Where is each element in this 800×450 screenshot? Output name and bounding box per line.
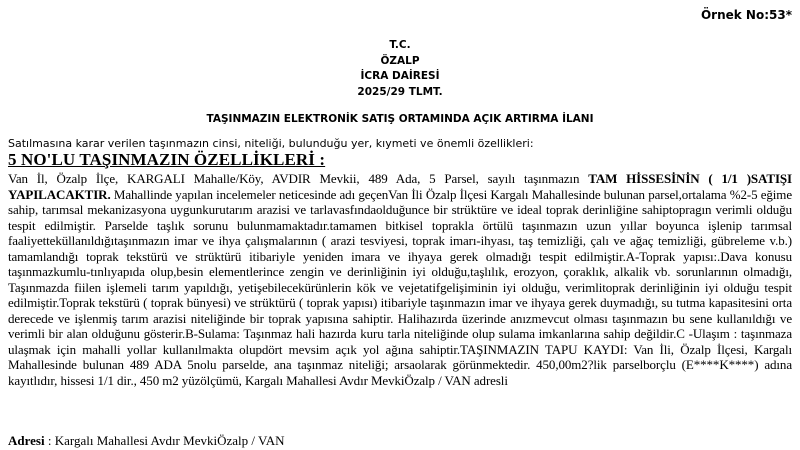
address-label: Adresi	[8, 433, 45, 448]
address-separator: :	[44, 433, 55, 448]
header-district: ÖZALP	[380, 54, 420, 67]
header-office: İCRA DAİRESİ	[360, 70, 440, 82]
address-line	[8, 433, 285, 449]
header-country: T.C.	[389, 39, 411, 51]
document-title: TAŞINMAZIN ELEKTRONİK SATIŞ ORTAMINDA AÇIK ARTIRMA İLANI	[206, 113, 594, 125]
intro-text: Satılmasına karar verilen taşınmazın cinsi, niteliği, bulunduğu yer, kıymeti ve önemli özellikleri:	[8, 137, 534, 150]
address-value: Kargalı Mahallesi Avdır MevkiÖzalp / VAN	[54, 433, 285, 448]
property-description	[8, 171, 792, 388]
description-bold-part: TAM HİSSESİNİN ( 1/1 )SATIŞI YAPILACAKTIR.	[8, 171, 792, 202]
description-part-1: Van İl, Özalp İlçe, KARGALI Mahalle/Köy, AVDIR Mevkii, 489 Ada, 5 Parsel, sayılı taşınmazın	[8, 171, 589, 186]
header-file-number: 2025/29 TLMT.	[357, 85, 443, 98]
document-header	[0, 38, 800, 100]
property-heading: 5 NO'LU TAŞINMAZIN ÖZELLİKLERİ :	[8, 150, 326, 169]
description-part-2: Mahallinde yapılan incelemeler neticesinde adı geçenVan İli Özalp İlçesi Kargalı Mahallesinde bulunan parsel,ortalama %2-5 eğime sahip, tarımsal mekanizasyona uygunkurutarım arazisi ve tarlavasfındaolduğunce bir strüktüre ve ideal toprak derinliğine sahiptopragın verimli olduğu tespit edilmiştir. Parselde taşlık sorunu bulunmamaktadır.tamamen bitkisel toprakla örtülü taşınmazın uzun yıllar boyunca işlenip tarımsal faaliyetteküllanıldığıtaşınmazın imar ve ihya çalışmalarının ( arazi tesviyesi, toprak imarı-ihyası, taş temizliği, çalı ve ağaç temizliği, gübreleme v.b.) tamamlandığı toprak tekstürü ve strüktürü itibariyle yeniden imara ve ihyaya gerek olmadığı tespit edilmiştir.A-Toprak yapısı:.Dava konusu taşınmazkumlu-tınlıyapıda olup,besin elementlerince zengin ve derinliğinin iyi olduğu,taşlılık, erozyon, çoraklık, alkalik vb. sorunlarının olmadığı, Taşınmazda fiilen işlemeli tarım yapıldığı, yetişebilecekürünlerin kök ve vejetatifgelişiminin iyi olduğu, verimlitoprak derinliğinin iyi olduğu tespit edilmiştir.Toprak tekstürü ( toprak bünyesi) ve strüktürü ( toprak yapısı) itibariyle taşınmazın imar ve ihyaya gerek duymadığı, su tutma kapasitesini orta derecede ve işlenmiş tarım arazisi niteliğinde bir toprak yapısına sahiptir. Halihazırda üzerinde anızmevcut olması taşınmazın bu sene kullanıldığı ve verimli bir alan olduğunu gösterir.B-Sulama: Taşınmaz hali hazırda kuru tarla niteliğinde olup sulama imkanlarına sahip değildir.C -Ulaşım : taşınmaza ulaşmak için mahalli yollar kullanılmakta olupdört mevsim açık yol ağına sahiptir.TAŞINMAZIN TAPU KAYDI: Van İli, Özalp İlçesi, Kargalı Mahallesinde bulunan 489 ADA 5nolu parselde, ana taşınmaz niteliği; arsaolarak görünmektedir. 450,00m2?lik parselborçlu (E****K****) adına kayıtlıdır, hissesi 1/1 dir., 450 m2 yüzölçümü, Kargalı Mahallesi Avdır MevkiÖzalp / VAN adresli	[8, 186, 792, 388]
sample-number: Örnek No:53*	[700, 8, 792, 22]
